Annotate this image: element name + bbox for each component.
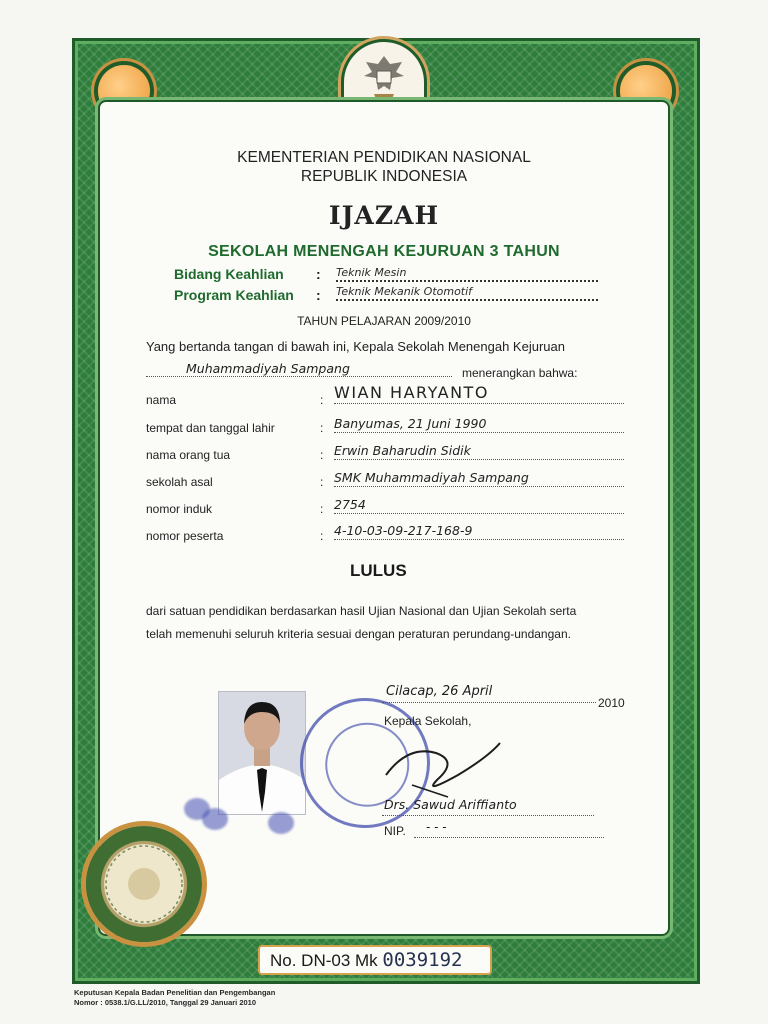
row-colon: : <box>320 421 324 435</box>
garuda-emblem <box>344 42 424 106</box>
intro-text: Yang bertanda tangan di bawah ini, Kepala Sekolah Menengah Kejuruan <box>146 339 565 354</box>
footnote-line-1: Keputusan Kepala Badan Penelitian dan Pengembangan <box>74 988 276 997</box>
signature-scribble <box>378 735 508 805</box>
program-value: Teknik Mekanik Otomotif <box>336 285 598 301</box>
birth-place-date: Banyumas, 21 Juni 1990 <box>334 415 624 433</box>
document-title: IJAZAH <box>328 201 440 230</box>
row-label-student-id: nomor induk <box>146 502 213 516</box>
row-label-origin-school: sekolah asal <box>146 475 213 489</box>
field-value: Teknik Mesin <box>336 266 598 282</box>
signer-role: Kepala Sekolah, <box>384 714 472 728</box>
row-label-birth: tempat dan tanggal lahir <box>146 421 275 435</box>
row-colon: : <box>320 529 324 543</box>
nip-value: - - - <box>414 820 604 838</box>
row-label-name: nama <box>146 393 177 407</box>
statement-line-2: telah memenuhi seluruh kriteria sesuai dengan peraturan perundang-undangan. <box>146 627 571 641</box>
row-label-participant-no: nomor peserta <box>146 529 224 543</box>
ministry-name: KEMENTERIAN PENDIDIKAN NASIONAL <box>237 149 531 166</box>
participant-number: 4-10-03-09-217-168-9 <box>334 522 624 540</box>
seal-icon <box>86 826 202 942</box>
student-name: WIAN HARYANTO <box>334 383 624 404</box>
ministry-heading <box>100 148 668 186</box>
nip-label: NIP. <box>384 824 406 838</box>
certificate-number <box>258 945 492 975</box>
intro-explain: menerangkan bahwa: <box>462 366 578 380</box>
academic-year: TAHUN PELAJARAN 2009/2010 <box>297 314 471 328</box>
school-type: SEKOLAH MENENGAH KEJURUAN 3 TAHUN <box>208 243 560 260</box>
certificate-serial: 0039192 <box>382 949 463 971</box>
country-name: REPUBLIK INDONESIA <box>300 168 468 185</box>
row-label-parent: nama orang tua <box>146 448 231 462</box>
ink-smudge <box>268 812 294 834</box>
signer-name: Drs. Sawud Ariffianto <box>382 797 594 816</box>
result-status: LULUS <box>350 561 407 580</box>
origin-school: SMK Muhammadiyah Sampang <box>334 469 624 487</box>
field-label: Bidang Keahlian <box>174 266 284 282</box>
school-name: Muhammadiyah Sampang <box>146 361 452 377</box>
garuda-icon <box>344 42 424 106</box>
signing-year: 2010 <box>598 696 625 710</box>
program-label: Program Keahlian <box>174 287 294 303</box>
student-id: 2754 <box>334 496 624 514</box>
row-colon: : <box>320 502 324 516</box>
field-colon: : <box>316 266 321 282</box>
signing-place-date: Cilacap, 26 April <box>382 684 596 703</box>
row-colon: : <box>320 475 324 489</box>
portrait-image <box>219 692 305 814</box>
ink-smudge <box>202 808 228 830</box>
footnote-line-2: Nomor : 0538.1/G.LL/2010, Tanggal 29 Januari 2010 <box>74 998 257 1007</box>
hologram-seal <box>86 826 202 942</box>
statement-line-1: dari satuan pendidikan berdasarkan hasil Ujian Nasional dan Ujian Sekolah serta <box>146 604 577 618</box>
row-colon: : <box>320 448 324 462</box>
program-colon: : <box>316 287 321 303</box>
student-photo <box>218 691 306 815</box>
parent-name: Erwin Baharudin Sidik <box>334 442 624 460</box>
certificate-number-prefix: No. DN-03 Mk <box>270 951 378 970</box>
row-colon: : <box>320 393 324 407</box>
